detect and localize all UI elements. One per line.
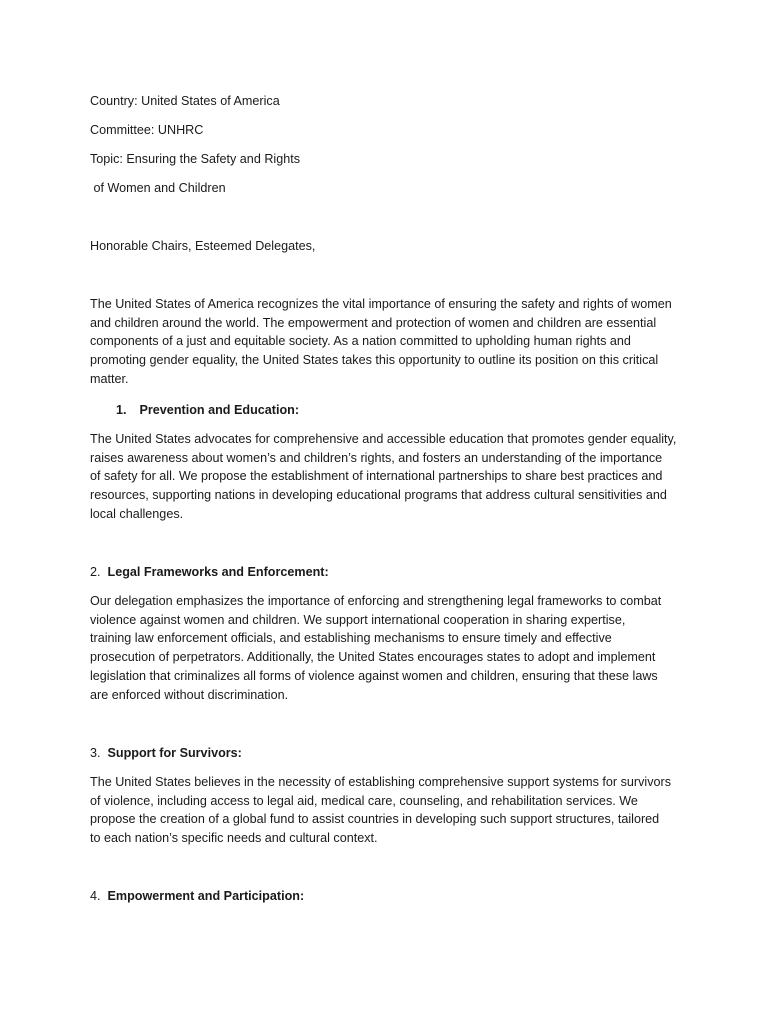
section-heading-legal <box>90 563 329 582</box>
section-number: 4. <box>90 889 105 903</box>
section-title: Empowerment and Participation: <box>107 889 305 903</box>
paragraph-line: of safety for all. We propose the establishment of international partnerships to share best practices and <box>90 469 663 484</box>
paragraph-line: The United States advocates for comprehensive and accessible education that promotes gender equality, <box>90 432 677 446</box>
salutation: Honorable Chairs, Esteemed Delegates, <box>90 239 316 253</box>
section-title: Legal Frameworks and Enforcement: <box>107 565 329 579</box>
section-heading-survivors <box>90 744 242 763</box>
section-number: 1. <box>116 403 127 417</box>
paragraph-line: raises awareness about women’s and children’s rights, and fosters an understanding of the importance <box>90 450 663 465</box>
paragraph-line: to each nation’s specific needs and cultural context. <box>90 831 378 846</box>
topic-line: Topic: Ensuring the Safety and Rights <box>90 152 301 166</box>
paragraph-line: training law enforcement officials, and establishing mechanisms to ensure timely and effective <box>90 631 612 646</box>
paragraph-line: promoting gender equality, the United States takes this opportunity to outline its position on this critical <box>90 353 659 368</box>
paragraph-line: resources, supporting nations in developing educational programs that address cultural sensitivities and <box>90 488 667 503</box>
paragraph-line: legislation that criminalizes all forms of violence against women and children, ensuring that these laws <box>90 668 658 683</box>
committee-line: Committee: UNHRC <box>90 123 204 137</box>
section-heading-empowerment <box>90 887 304 906</box>
section-body-survivors <box>90 773 690 848</box>
paragraph-line: components of a just and equitable society. As a nation committed to upholding human rights and <box>90 334 631 349</box>
country-line: Country: United States of America <box>90 94 280 108</box>
section-number: 3. <box>90 746 105 760</box>
paragraph-line: The United States believes in the necessity of establishing comprehensive support systems for survivors <box>90 775 671 789</box>
topic-line-continued: of Women and Children <box>90 181 226 195</box>
section-title: Support for Survivors: <box>107 746 242 760</box>
section-body-legal <box>90 592 690 704</box>
paragraph-line: violence against women and children. We support international cooperation in sharing expertise, <box>90 612 626 627</box>
paragraph-line: and children around the world. The empowerment and protection of women and children are essential <box>90 315 657 330</box>
section-number: 2. <box>90 565 105 579</box>
paragraph-line: propose the creation of a global fund to assist countries in developing such support structures, tailored <box>90 812 660 827</box>
section-heading-prevention <box>116 401 299 420</box>
paragraph-line: of violence, including access to legal aid, medical care, counseling, and rehabilitation services. We <box>90 793 638 808</box>
paragraph-line: local challenges. <box>90 506 184 521</box>
paragraph-line: matter. <box>90 371 129 386</box>
paragraph-line: Our delegation emphasizes the importance of enforcing and strengthening legal frameworks to combat <box>90 594 662 608</box>
paragraph-line: are enforced without discrimination. <box>90 687 289 702</box>
section-title: Prevention and Education: <box>139 403 300 417</box>
intro-paragraph <box>90 295 690 389</box>
paragraph-line: prosecution of perpetrators. Additionally, the United States encourages states to adopt and implement <box>90 650 656 665</box>
paragraph-line: The United States of America recognizes the vital importance of ensuring the safety and rights of women <box>90 297 672 311</box>
section-body-prevention <box>90 430 690 524</box>
